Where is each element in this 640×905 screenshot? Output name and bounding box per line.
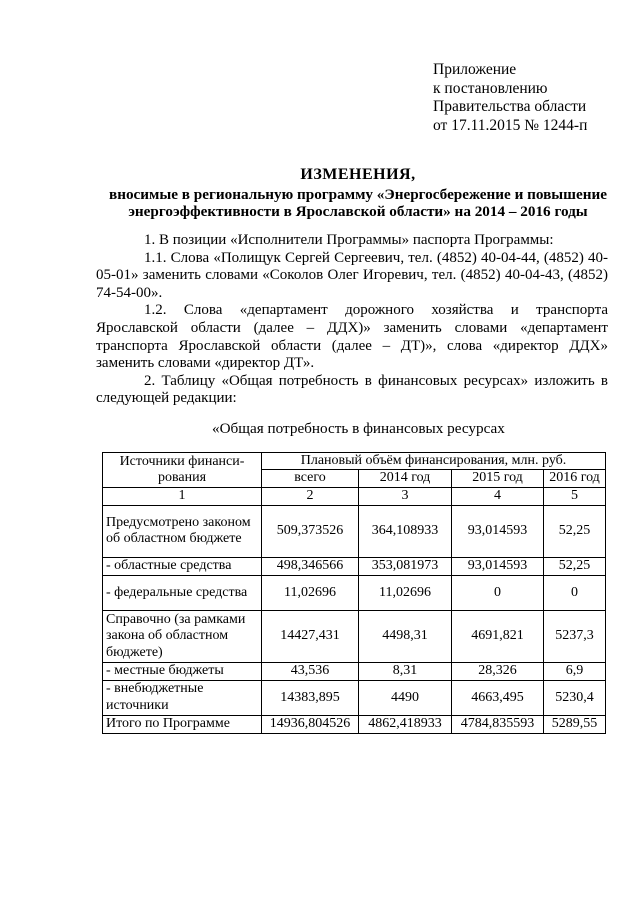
cell-2014: 4490 xyxy=(359,680,452,715)
cell-2015: 4663,495 xyxy=(452,680,544,715)
title-line-3: энергоэффективности в Ярославской области» на 2014 – 2016 годы xyxy=(128,203,588,220)
col-number: 1 xyxy=(103,487,262,505)
cell-2016: 52,25 xyxy=(544,505,606,557)
subheader-2016: 2016 год xyxy=(544,470,606,487)
table-row xyxy=(103,662,606,680)
paragraph-1-2: 1.2. Слова «департамент дорожного хозяйства и транспорта Ярославской области (далее – ДДХ)» заменить словами «департамент транспорта Ярославской области (далее – ДТ)», слова «директор ДДХ» заменить словами «директор ДТ». xyxy=(96,302,608,372)
cell-2016: 0 xyxy=(544,575,606,610)
cell-total: 498,346566 xyxy=(262,557,359,575)
table-row xyxy=(103,575,606,610)
cell-2014: 364,108933 xyxy=(359,505,452,557)
row-label: Итого по Программе xyxy=(103,715,262,733)
cell-2016: 5230,4 xyxy=(544,680,606,715)
col-number: 5 xyxy=(544,487,606,505)
title-main: ИЗМЕНЕНИЯ, xyxy=(300,166,416,183)
appendix-header xyxy=(433,61,587,135)
document-title xyxy=(96,166,620,221)
cell-2015: 28,326 xyxy=(452,662,544,680)
appendix-line-3: Правительства области xyxy=(433,98,587,115)
row-label: - внебюджетные источники xyxy=(103,680,262,715)
row-label: - областные средства xyxy=(103,557,262,575)
cell-2014: 353,081973 xyxy=(359,557,452,575)
cell-2015: 93,014593 xyxy=(452,557,544,575)
header-source: Источники финанси-рования xyxy=(103,453,262,488)
table-row-total xyxy=(103,715,606,733)
table-header-row xyxy=(103,453,606,470)
cell-2015: 0 xyxy=(452,575,544,610)
cell-2016: 5289,55 xyxy=(544,715,606,733)
subheader-2014: 2014 год xyxy=(359,470,452,487)
table-caption: «Общая потребность в финансовых ресурсах xyxy=(212,420,505,437)
col-number: 2 xyxy=(262,487,359,505)
cell-2016: 52,25 xyxy=(544,557,606,575)
appendix-line-4: от 17.11.2015 № 1244-п xyxy=(433,116,588,134)
col-number: 3 xyxy=(359,487,452,505)
paragraph-2: 2. Таблицу «Общая потребность в финансовых ресурсах» изложить в следующей редакции: xyxy=(96,372,608,407)
row-label: - местные бюджеты xyxy=(103,662,262,680)
table-row xyxy=(103,610,606,662)
cell-2015: 93,014593 xyxy=(452,505,544,557)
cell-2016: 6,9 xyxy=(544,662,606,680)
column-number-row xyxy=(103,487,606,505)
header-plan: Плановый объём финансирования, млн. руб. xyxy=(262,453,606,470)
row-label: - федеральные средства xyxy=(103,575,262,610)
cell-total: 14936,804526 xyxy=(262,715,359,733)
cell-total: 509,373526 xyxy=(262,505,359,557)
row-label: Справочно (за рамками закона об областном бюджете) xyxy=(103,610,262,662)
cell-2015: 4784,835593 xyxy=(452,715,544,733)
cell-total: 43,536 xyxy=(262,662,359,680)
cell-2014: 4498,31 xyxy=(359,610,452,662)
table-row xyxy=(103,505,606,557)
title-line-2: вносимые в региональную программу «Энергосбережение и повышение xyxy=(109,185,607,203)
appendix-line-1: Приложение xyxy=(433,61,517,78)
cell-2014: 8,31 xyxy=(359,662,452,680)
financing-table xyxy=(102,452,606,734)
cell-2014: 11,02696 xyxy=(359,575,452,610)
appendix-line-2: к постановлению xyxy=(433,79,548,97)
cell-total: 11,02696 xyxy=(262,575,359,610)
row-label: Предусмотрено законом об областном бюджете xyxy=(103,505,262,557)
paragraph-1-1: 1.1. Слова «Полищук Сергей Сергеевич, тел. (4852) 40-04-44, (4852) 40-05-01» заменить словами «Соколов Олег Игоревич, тел. (4852) 40-04-43, (4852) 74-54-00». xyxy=(96,249,608,301)
body-text xyxy=(96,232,608,408)
cell-2016: 5237,3 xyxy=(544,610,606,662)
cell-2015: 4691,821 xyxy=(452,610,544,662)
paragraph-1: 1. В позиции «Исполнители Программы» паспорта Программы: xyxy=(144,232,554,248)
subheader-2015: 2015 год xyxy=(452,470,544,487)
cell-total: 14383,895 xyxy=(262,680,359,715)
table-row xyxy=(103,557,606,575)
table-row xyxy=(103,680,606,715)
cell-total: 14427,431 xyxy=(262,610,359,662)
col-number: 4 xyxy=(452,487,544,505)
cell-2014: 4862,418933 xyxy=(359,715,452,733)
subheader-total: всего xyxy=(262,470,359,487)
